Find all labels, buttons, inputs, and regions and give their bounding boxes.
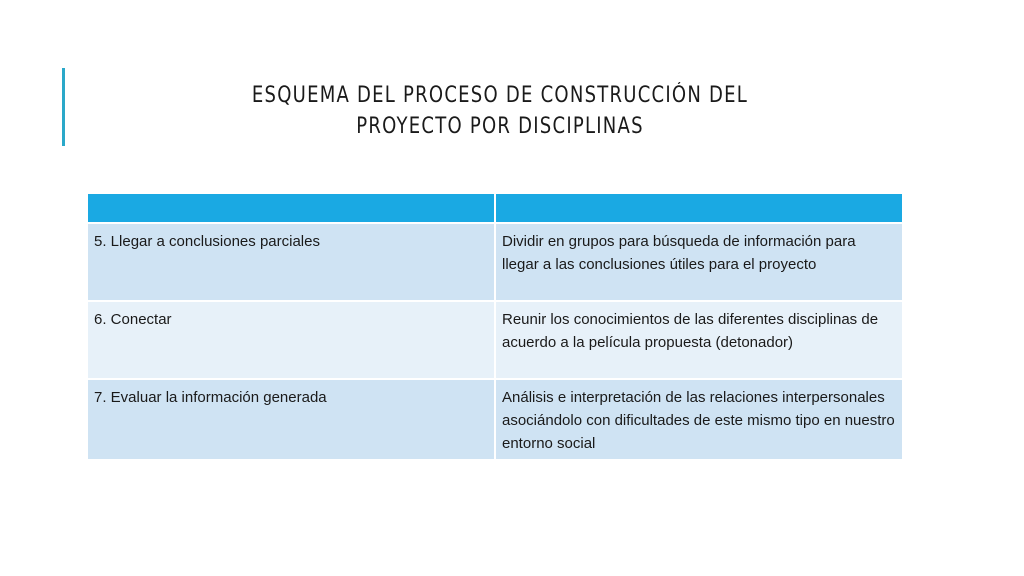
- description-cell: Análisis e interpretación de las relaciones interpersonales asociándolo con dificultades de este mismo tipo en nuestro entorno social: [496, 380, 902, 459]
- table-row: [88, 302, 902, 378]
- description-cell: Dividir en grupos para búsqueda de información para llegar a las conclusiones útiles para el proyecto: [496, 224, 902, 300]
- step-cell: 6. Conectar: [88, 302, 494, 378]
- title-accent-bar: [62, 68, 65, 146]
- description-cell: Reunir los conocimientos de las diferentes disciplinas de acuerdo a la película propuesta (detonador): [496, 302, 902, 378]
- table-row: [88, 224, 902, 300]
- table-header-cell-1: [88, 194, 494, 222]
- process-table: [86, 192, 904, 461]
- table-header-cell-2: [496, 194, 902, 222]
- slide-title: ESQUEMA DEL PROCESO DE CONSTRUCCIÓN DEL PROYECTO POR DISCIPLINAS: [251, 83, 749, 139]
- table-row: [88, 380, 902, 459]
- table-header-row: [88, 194, 902, 222]
- step-cell: 5. Llegar a conclusiones parciales: [88, 224, 494, 300]
- process-table-container: [86, 192, 902, 461]
- step-cell: 7. Evaluar la información generada: [88, 380, 494, 459]
